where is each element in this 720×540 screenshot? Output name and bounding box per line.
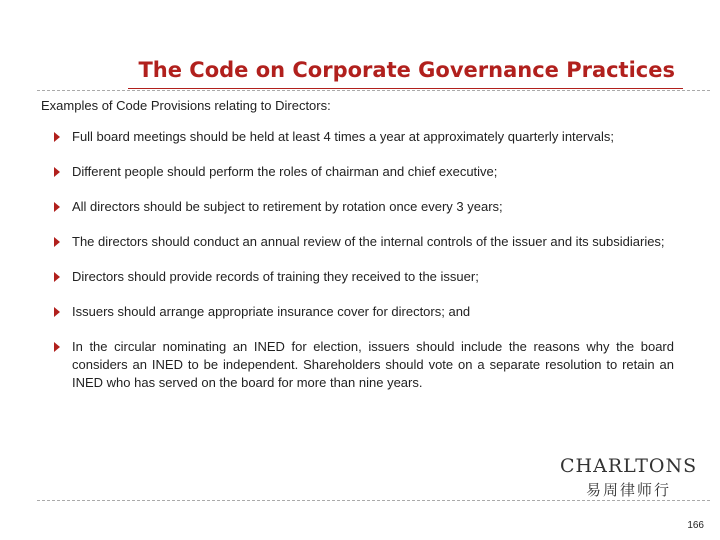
logo-text-cn: 易周律师行 [586,481,672,499]
list-item-text: All directors should be subject to retirement by rotation once every 3 years; [72,199,503,214]
list-item [54,233,674,251]
bullet-arrow-icon [54,202,60,212]
list-item [54,338,674,392]
bullet-arrow-icon [54,272,60,282]
bullet-arrow-icon [54,342,60,352]
bullet-arrow-icon [54,167,60,177]
list-item-text: In the circular nominating an INED for election, issuers should include the reasons why the board considers an INED to be independent. Shareholders should vote on a separate resolution to retain an INED who has served on the board for more than nine years. [72,339,674,390]
bullet-arrow-icon [54,237,60,247]
list-item [54,303,674,321]
charltons-logo [560,455,697,500]
title-underline [128,88,683,89]
bullet-arrow-icon [54,132,60,142]
page-number: 166 [687,520,704,531]
header-divider [37,90,710,91]
bullet-list [54,128,674,392]
slide-title: The Code on Corporate Governance Practices [138,58,675,82]
list-item-text: The directors should conduct an annual review of the internal controls of the issuer and its subsidiaries; [72,234,665,249]
list-item [54,163,674,181]
list-item [54,128,674,146]
list-item-text: Different people should perform the roles of chairman and chief executive; [72,164,498,179]
intro-text: Examples of Code Provisions relating to Directors: [41,98,331,113]
list-item-text: Full board meetings should be held at least 4 times a year at approximately quarterly intervals; [72,129,614,144]
list-item-text: Issuers should arrange appropriate insurance cover for directors; and [72,304,471,319]
list-item [54,198,674,216]
list-item [54,268,674,286]
footer-divider [37,500,710,501]
list-item-text: Directors should provide records of training they received to the issuer; [72,269,479,284]
bullet-arrow-icon [54,307,60,317]
logo-text: CHARLTONS [560,455,698,477]
